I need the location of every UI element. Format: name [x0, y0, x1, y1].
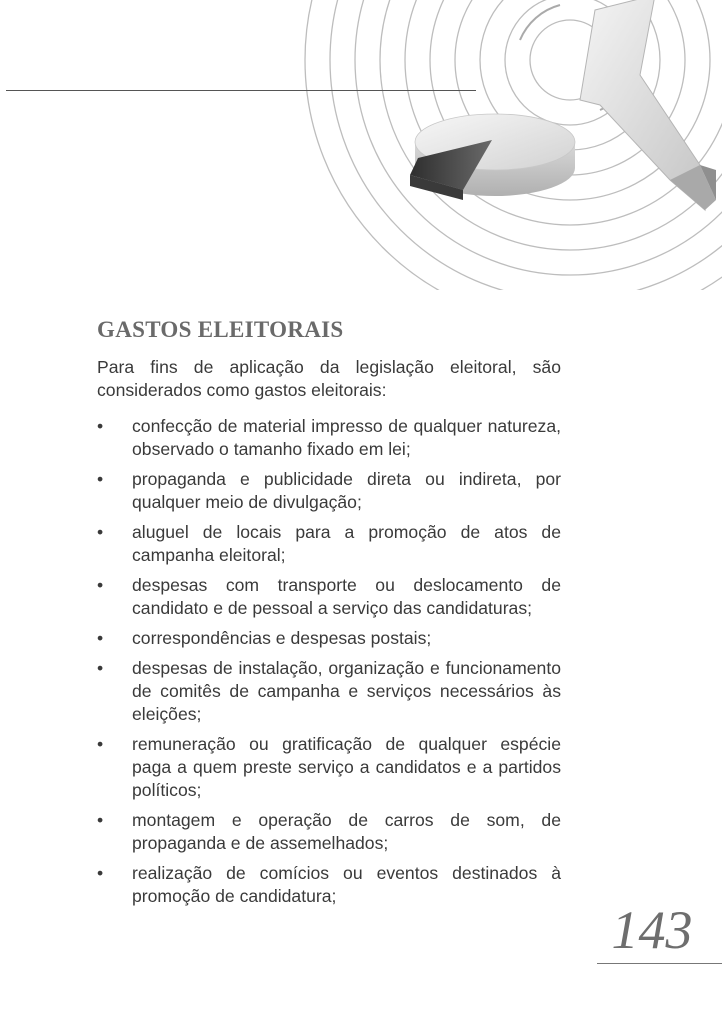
list-item — [97, 521, 561, 567]
list-item — [97, 733, 561, 802]
section-title: GASTOS ELEITORAIS — [97, 317, 344, 342]
bullet-icon: • — [97, 469, 104, 489]
list-item-text: correspondências e despesas postais; — [132, 628, 432, 648]
list-item-text: montagem e operação de carros de som, de propaganda e de assemelhados; — [132, 810, 561, 853]
bullet-icon: • — [97, 416, 104, 436]
pie-chart-3d-icon — [410, 114, 575, 200]
list-item — [97, 574, 561, 620]
list-item-text: aluguel de locais para a promoção de atos de campanha eleitoral; — [132, 522, 561, 565]
list-item — [97, 809, 561, 855]
header-rule — [6, 90, 476, 91]
list-item — [97, 657, 561, 726]
bullet-icon: • — [97, 522, 104, 542]
list-item — [97, 415, 561, 461]
bullet-icon: • — [97, 734, 104, 754]
expense-list — [97, 415, 561, 908]
page-number: 143 — [611, 900, 693, 960]
arrow-up-icon — [580, 0, 716, 210]
list-item — [97, 627, 561, 650]
bullet-icon: • — [97, 628, 104, 648]
bullet-icon: • — [97, 810, 104, 830]
main-content — [97, 312, 561, 915]
list-item — [97, 862, 561, 908]
bullet-icon: • — [97, 658, 104, 678]
bullet-icon: • — [97, 575, 104, 595]
intro-paragraph: Para fins de aplicação da legislação eleitoral, são considerados como gastos eleitorais: — [97, 357, 561, 400]
list-item-text: propaganda e publicidade direta ou indireta, por qualquer meio de divulgação; — [132, 469, 561, 512]
list-item-text: confecção de material impresso de qualquer natureza, observado o tamanho fixado em lei; — [132, 416, 561, 459]
list-item — [97, 468, 561, 514]
list-item-text: despesas de instalação, organização e funcionamento de comitês de campanha e serviços necessários às eleições; — [132, 658, 561, 724]
bullet-icon: • — [97, 863, 104, 883]
list-item-text: despesas com transporte ou deslocamento de candidato e de pessoal a serviço das candidaturas; — [132, 575, 561, 618]
list-item-text: remuneração ou gratificação de qualquer espécie paga a quem preste serviço a candidatos e a partidos políticos; — [132, 734, 561, 800]
page-number-rule — [597, 963, 722, 964]
list-item-text: realização de comícios ou eventos destinados à promoção de candidatura; — [132, 863, 561, 906]
header-decoration — [0, 0, 722, 290]
